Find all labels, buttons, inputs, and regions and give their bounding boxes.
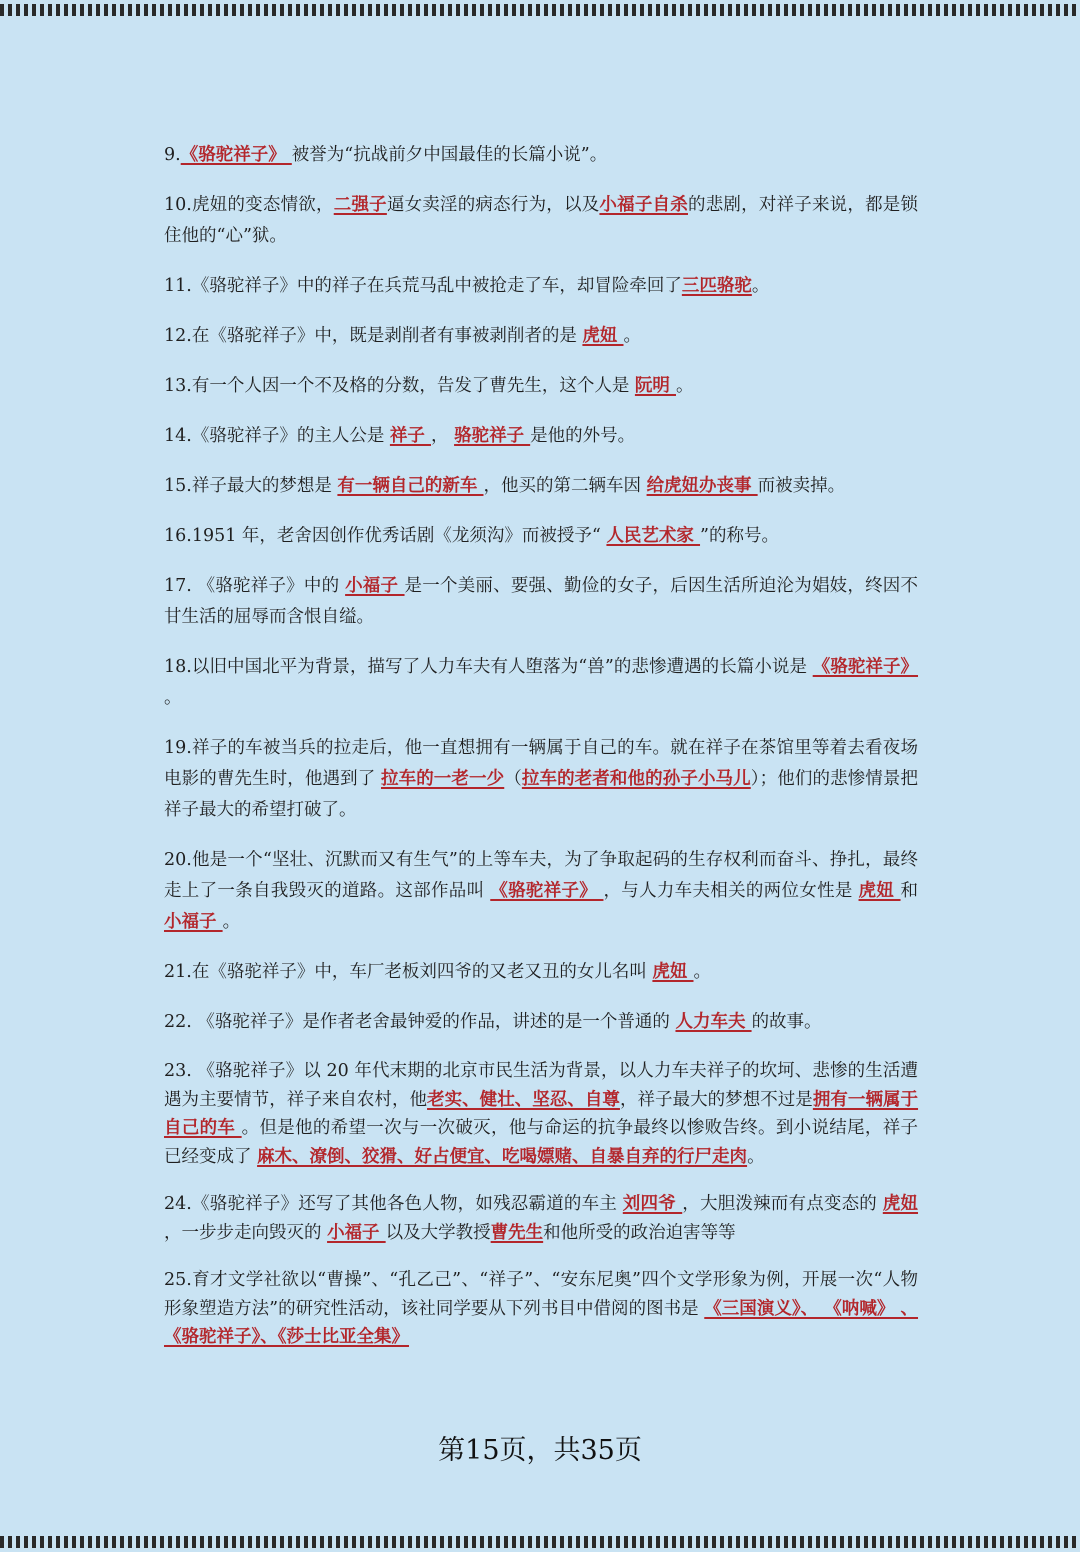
question-11 — [164, 271, 918, 302]
answer: 小福子 — [345, 576, 405, 596]
answer: 老实、健壮、坚忍、自尊 — [427, 1089, 620, 1110]
answer: 虎妞 — [882, 1194, 919, 1214]
text: 10.虎妞的变态情欲， — [164, 195, 334, 215]
text: 23. 《骆驼祥子》以 20 年代末期的北京市民生活为背景，以人力车夫祥子的坎坷、悲惨的生活遭遇为主要情节，祥子来自农村，他 — [164, 1061, 918, 1110]
question-19 — [164, 733, 918, 826]
answer: 祥子 — [389, 426, 431, 446]
text: ，一步步走向毁灭的 — [164, 1222, 328, 1243]
text: 19.祥子的车被当兵的拉走后，他一直想拥有一辆属于自己的车。就在祥子在茶馆里等着去看夜场电影的曹先生时，他遇到了 — [164, 738, 918, 789]
answer: 虎妞 — [582, 326, 624, 346]
text: 25.育才文学社欲以“曹操”、“孔乙己”、“祥子”、“安东尼奥”四个文学形象为例，开展一次“人物形象塑造方法”的研究性活动，该社同学要从下列书目中借阅的图书是 — [164, 1270, 918, 1319]
question-23 — [164, 1057, 918, 1171]
question-20 — [164, 845, 918, 938]
top-dotted-border — [0, 4, 1080, 16]
question-14 — [164, 421, 918, 452]
answer: 拉车的一老一少 — [380, 769, 505, 789]
question-10 — [164, 190, 918, 252]
text: 20.他是一个“坚壮、沉默而又有生气”的上等车夫，为了争取起码的生存权利而奋斗、挣扎，最终走上了一条自我毁灭的道路。这部作品叫 — [164, 850, 918, 901]
question-24 — [164, 1190, 918, 1247]
text: 18.以旧中国北平为背景，描写了人力车夫有人堕落为“兽”的悲惨遭遇的长篇小说是 — [164, 657, 813, 677]
text: ，与人力车夫相关的两位女性是 — [603, 881, 859, 901]
answer: 有一辆自己的新车 — [337, 476, 484, 496]
text: 。 — [676, 376, 694, 396]
text: 。 — [164, 688, 182, 708]
answer: 麻木、潦倒、狡猾、好占便宜、吃喝嫖赌、自暴自弃的行尸走肉 — [257, 1146, 748, 1167]
answer: 给虎妞办丧事 — [646, 476, 758, 496]
text: 16.1951 年，老舍因创作优秀话剧《龙须沟》而被授予“ — [164, 526, 607, 546]
text: ，大胆泼辣而有点变态的 — [682, 1194, 883, 1214]
question-21 — [164, 957, 918, 988]
text: 12.在《骆驼祥子》中，既是剥削者有事被剥削者的是 — [164, 326, 583, 346]
answer: 《骆驼祥子》 — [180, 145, 292, 165]
text: ，祥子最大的梦想不过是 — [619, 1089, 813, 1110]
text: 11.《骆驼祥子》中的祥子在兵荒马乱中被抢走了车，却冒险牵回了 — [164, 276, 682, 296]
answer: 虎妞 — [652, 962, 694, 982]
answer: 刘四爷 — [622, 1194, 683, 1214]
text: 9. — [164, 145, 181, 165]
question-list — [164, 140, 918, 1371]
text: 的悲剧，对祥子来说，都是锁住他的“心”狱。 — [164, 195, 919, 246]
question-22 — [164, 1007, 918, 1038]
text: 21.在《骆驼祥子》中，车厂老板刘四爷的又老又丑的女儿名叫 — [164, 962, 653, 982]
text: 的故事。 — [751, 1012, 822, 1032]
text: 24.《骆驼祥子》还写了其他各色人物，如残忍霸道的车主 — [164, 1194, 623, 1214]
text: 以及大学教授 — [385, 1222, 491, 1243]
text: （ — [504, 769, 522, 789]
answer: 三匹骆驼 — [681, 276, 752, 296]
answer: 曹先生 — [490, 1222, 544, 1243]
text: 是他的外号。 — [530, 426, 636, 446]
answer: 人民艺术家 — [606, 526, 701, 546]
answer: 虎妞 — [858, 881, 901, 901]
question-12 — [164, 321, 918, 352]
question-25 — [164, 1266, 918, 1352]
text: 。 — [693, 962, 711, 982]
answer: 小福子 — [327, 1222, 386, 1243]
text: 。 — [751, 276, 770, 296]
answer: 二强子 — [333, 195, 387, 215]
text: 13.有一个人因一个不及格的分数，告发了曹先生，这个人是 — [164, 376, 635, 396]
question-18 — [164, 652, 918, 714]
text: 而被卖掉。 — [757, 476, 846, 496]
text: 和 — [900, 881, 919, 901]
answer: 拥有一辆属于自己的车 — [164, 1089, 919, 1138]
answer: 《骆驼祥子》 — [490, 881, 604, 901]
answer: 骆驼祥子 — [454, 426, 531, 446]
text: 15.祥子最大的梦想是 — [164, 476, 338, 496]
text: 。 — [747, 1146, 765, 1167]
text: 。 — [623, 326, 641, 346]
question-13 — [164, 371, 918, 402]
text: ， — [431, 426, 455, 446]
question-16 — [164, 521, 918, 552]
answer: 小福子 — [164, 912, 223, 932]
text: ）；他们的悲惨情景把祥子最大的希望打破了。 — [164, 769, 919, 820]
text: ，他买的第二辆车因 — [483, 476, 647, 496]
text: ”的称号。 — [700, 526, 779, 546]
question-9 — [164, 140, 918, 171]
text: 17. 《骆驼祥子》中的 — [164, 576, 346, 596]
text: 被誉为“抗战前夕中国最佳的长篇小说”。 — [291, 145, 608, 165]
answer: 阮明 — [634, 376, 676, 396]
answer: 小福子自杀 — [599, 195, 688, 215]
text: 是一个美丽、要强、勤俭的女子，后因生活所迫沦为娼妓，终因不甘生活的屈辱而含恨自缢。 — [164, 576, 919, 627]
text: 和他所受的政治迫害等等 — [543, 1222, 736, 1243]
text: 逼女卖淫的病态行为，以及 — [386, 195, 600, 215]
answer: 拉车的老者和他的孙子小马儿 — [521, 769, 751, 789]
question-15 — [164, 471, 918, 502]
text: 。但是他的希望一次与一次破灭，他与命运的抗争最终以惨败告终。到小说结尾，祥子已经变成了 — [164, 1118, 919, 1167]
page-number: 第15页，共35页 — [438, 1435, 642, 1466]
answer: 《三国演义》、 《呐喊》 、《骆驼祥子》、《莎士比亚全集》 — [164, 1298, 919, 1347]
question-17 — [164, 571, 918, 633]
answer: 人力车夫 — [675, 1012, 752, 1032]
text: 14.《骆驼祥子》的主人公是 — [164, 426, 390, 446]
text: 22. 《骆驼祥子》是作者老舍最钟爱的作品，讲述的是一个普通的 — [164, 1012, 676, 1032]
answer: 《骆驼祥子》 — [812, 657, 919, 677]
text: 。 — [222, 912, 241, 932]
bottom-dotted-border — [0, 1536, 1080, 1548]
